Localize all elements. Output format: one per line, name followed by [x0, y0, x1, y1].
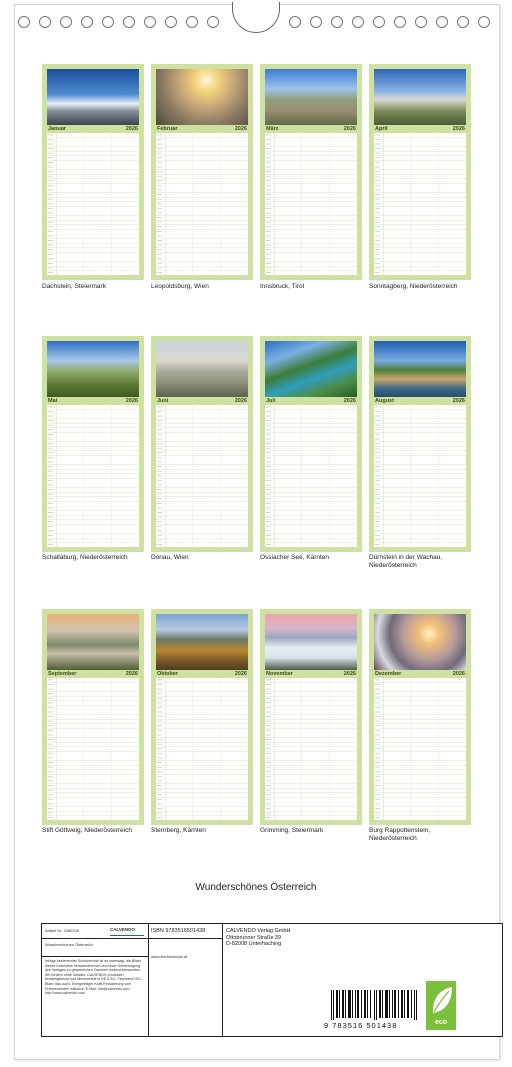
month-photo [156, 341, 248, 397]
month-photo [374, 69, 466, 125]
binding-hole [352, 16, 364, 28]
day-grid [374, 133, 466, 275]
hanger-cutout [232, 2, 280, 33]
binding-hole [310, 16, 322, 28]
barcode-number: 9 783516 501438 [324, 1021, 398, 1030]
month-name: Juli [266, 398, 276, 404]
month-photo [265, 614, 357, 670]
day-grid [265, 678, 357, 820]
binding-hole [457, 16, 469, 28]
month-caption: Stift Göttweig, Niederösterreich [42, 827, 132, 834]
month-name: Januar [48, 126, 67, 132]
month-photo [374, 614, 466, 670]
month-page-oktober [151, 609, 253, 825]
month-photo [156, 614, 248, 670]
month-photo [47, 69, 139, 125]
month-year: 2026 [125, 671, 138, 677]
month-page-april [369, 64, 471, 280]
binding-hole [373, 16, 385, 28]
day-grid [156, 678, 248, 820]
day-grid [265, 405, 357, 547]
month-photo [47, 614, 139, 670]
month-name: Mai [48, 398, 58, 404]
month-caption: Schallaburg, Niederösterreich [42, 554, 128, 561]
month-name: November [266, 671, 293, 677]
month-name: März [266, 126, 279, 132]
binding-hole [123, 16, 135, 28]
month-year: 2026 [234, 398, 247, 404]
month-page-januar [42, 64, 144, 280]
month-name: Juni [157, 398, 169, 404]
month-page-juli [260, 336, 362, 552]
month-year: 2026 [452, 126, 465, 132]
month-year: 2026 [125, 126, 138, 132]
month-name: Februar [157, 126, 178, 132]
spiral-binding [0, 0, 512, 40]
month-page-november [260, 609, 362, 825]
month-photo [156, 69, 248, 125]
month-page-juni [151, 336, 253, 552]
month-caption: Dachstein, Steiermark [42, 283, 106, 290]
publisher-name: CALVENDO Verlag GmbH [226, 928, 291, 934]
publisher-street: Ottobrunner Straße 39 [226, 934, 282, 941]
month-photo [265, 69, 357, 125]
binding-hole [415, 16, 427, 28]
calendar-title: Wunderschönes Österreich [195, 882, 317, 893]
eco-text: eco [434, 1019, 448, 1026]
month-caption: Leopoldsburg, Wien [151, 283, 209, 290]
month-year: 2026 [343, 398, 356, 404]
day-grid [374, 405, 466, 547]
binding-hole [144, 16, 156, 28]
month-photo [265, 341, 357, 397]
leaf-icon [426, 983, 456, 1019]
month-caption: Ossiacher See, Kärnten [260, 554, 330, 561]
day-grid [265, 133, 357, 275]
imprint-middle-column [148, 924, 223, 1036]
binding-hole [81, 16, 93, 28]
binding-hole [165, 16, 177, 28]
day-grid [47, 133, 139, 275]
day-grid [156, 133, 248, 275]
publisher-city: D-82008 Unterhaching [226, 941, 282, 947]
binding-hole [18, 16, 30, 28]
month-year: 2026 [234, 671, 247, 677]
photographer-url[interactable]: www.fernbenfotos.at [151, 954, 188, 959]
isbn: ISBN 9783516501438 [151, 928, 206, 934]
month-year: 2026 [343, 671, 356, 677]
binding-hole [436, 16, 448, 28]
month-page-september [42, 609, 144, 825]
binding-hole [331, 16, 343, 28]
month-photo [47, 341, 139, 397]
binding-hole [394, 16, 406, 28]
day-grid [47, 678, 139, 820]
day-grid [47, 405, 139, 547]
day-grid [156, 405, 248, 547]
month-year: 2026 [452, 398, 465, 404]
month-caption: Innsbruck, Tirol [260, 283, 305, 290]
month-year: 2026 [234, 126, 247, 132]
month-name: April [375, 126, 388, 132]
month-caption: Donau, Wien [151, 554, 189, 561]
month-page-august [369, 336, 471, 552]
calvendo-logo [110, 927, 144, 936]
eco-label [426, 981, 456, 1030]
month-caption: Sonntagberg, Niederösterreich [369, 283, 458, 290]
month-name: Oktober [157, 671, 179, 677]
month-caption: Grimming, Steiermark [260, 827, 324, 834]
legal-text: Infolge bestehender Schutzrechte ist es untersagt, die Bilder dieses Kalenders herauszutrennen und ohne Genehmigung des Verlages zu gewerblichen Zwecken weiterzuverwenden. Wir fördern ohne Gewähr. CALVENDO produziert bedarfsgerecht und klimaneutral in DE & EU. Fine!Ident ISO-Blanc das auch. Energieträger Kraft-Reduzierung vom Erstverwenden inklusive. E-Mail: info@calvendo.com · http://www.calvendo.com [45, 959, 142, 996]
month-caption: Burg Rappottenstein, Niederösterreich [369, 827, 431, 842]
month-caption: Dürnstein in der Wachau, Niederösterreich [369, 554, 443, 569]
month-name: September [48, 671, 77, 677]
calvendo-logo-text: CALVENDO [110, 927, 135, 932]
binding-hole [60, 16, 72, 28]
binding-hole [39, 16, 51, 28]
month-page-februar [151, 64, 253, 280]
month-name: August [375, 398, 394, 404]
imprint-left-column [42, 924, 149, 1036]
day-grid [374, 678, 466, 820]
month-caption: Sternberg, Kärnten [151, 827, 206, 834]
month-page-dezember [369, 609, 471, 825]
month-name: Dezember [375, 671, 402, 677]
month-page-maerz [260, 64, 362, 280]
publisher-address [226, 928, 290, 948]
binding-hole [478, 16, 490, 28]
month-year: 2026 [125, 398, 138, 404]
month-photo [374, 341, 466, 397]
binding-hole [207, 16, 219, 28]
binding-hole [186, 16, 198, 28]
product-title: Wunderschönes Österreich [45, 942, 94, 947]
month-page-mai [42, 336, 144, 552]
binding-hole [102, 16, 114, 28]
month-year: 2026 [343, 126, 356, 132]
ean-barcode [331, 990, 419, 1020]
article-number: Artikel Nr. 2080226 [45, 928, 80, 933]
month-year: 2026 [452, 671, 465, 677]
binding-hole [289, 16, 301, 28]
